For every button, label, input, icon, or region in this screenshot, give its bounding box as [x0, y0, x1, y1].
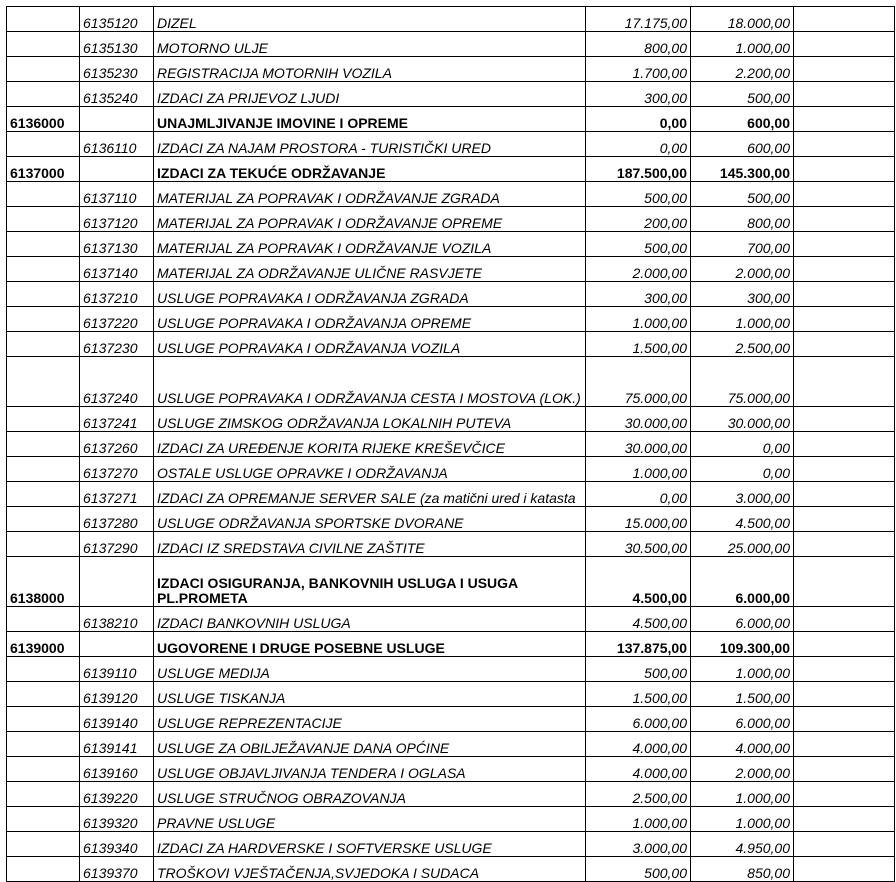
empty-cell: [794, 207, 895, 232]
account-code-cell: [80, 107, 154, 132]
description-cell: DIZEL: [154, 7, 586, 32]
group-code-cell: [7, 682, 80, 707]
group-code-cell: 6139000: [7, 632, 80, 657]
account-code-cell: 6137230: [80, 332, 154, 357]
empty-cell: [794, 432, 895, 457]
empty-cell: [794, 557, 895, 607]
table-row: [7, 357, 895, 407]
table-row: [7, 657, 895, 682]
empty-cell: [794, 282, 895, 307]
account-code-cell: 6137120: [80, 207, 154, 232]
amount-plan-cell: 1.500,00: [586, 332, 691, 357]
account-code-cell: 6137271: [80, 482, 154, 507]
amount-plan-cell: 30.500,00: [586, 532, 691, 557]
description-cell: MATERIJAL ZA POPRAVAK I ODRŽAVANJE ZGRADA: [154, 182, 586, 207]
amount-revised-cell: 18.000,00: [691, 7, 794, 32]
table-row: [7, 182, 895, 207]
account-code-cell: 6137210: [80, 282, 154, 307]
table-row: [7, 682, 895, 707]
amount-revised-cell: 0,00: [691, 432, 794, 457]
amount-revised-cell: 1.500,00: [691, 682, 794, 707]
account-code-cell: 6137280: [80, 507, 154, 532]
description-cell: MOTORNO ULJE: [154, 32, 586, 57]
group-code-cell: [7, 232, 80, 257]
empty-cell: [794, 707, 895, 732]
account-code-cell: 6135230: [80, 57, 154, 82]
empty-cell: [794, 357, 895, 407]
amount-revised-cell: 2.500,00: [691, 332, 794, 357]
amount-plan-cell: 1.500,00: [586, 682, 691, 707]
amount-revised-cell: 600,00: [691, 107, 794, 132]
amount-plan-cell: 75.000,00: [586, 357, 691, 407]
group-code-cell: [7, 757, 80, 782]
amount-revised-cell: 600,00: [691, 132, 794, 157]
account-code-cell: 6138210: [80, 607, 154, 632]
amount-revised-cell: 300,00: [691, 282, 794, 307]
amount-plan-cell: 500,00: [586, 857, 691, 882]
account-code-cell: 6137110: [80, 182, 154, 207]
group-code-cell: [7, 432, 80, 457]
amount-revised-cell: 4.000,00: [691, 732, 794, 757]
group-code-cell: 6137000: [7, 157, 80, 182]
amount-revised-cell: 75.000,00: [691, 357, 794, 407]
amount-revised-cell: 145.300,00: [691, 157, 794, 182]
amount-revised-cell: 850,00: [691, 857, 794, 882]
table-row: [7, 607, 895, 632]
amount-revised-cell: 6.000,00: [691, 607, 794, 632]
empty-cell: [794, 132, 895, 157]
description-cell: USLUGE ZA OBILJEŽAVANJE DANA OPĆINE: [154, 732, 586, 757]
account-code-cell: 6137241: [80, 407, 154, 432]
empty-cell: [794, 757, 895, 782]
amount-plan-cell: 1.000,00: [586, 807, 691, 832]
amount-plan-cell: 1.000,00: [586, 307, 691, 332]
description-cell: UNAJMLJIVANJE IMOVINE I OPREME: [154, 107, 586, 132]
description-cell: TROŠKOVI VJEŠTAČENJA,SVJEDOKA I SUDACA: [154, 857, 586, 882]
group-code-cell: [7, 657, 80, 682]
amount-revised-cell: 1.000,00: [691, 782, 794, 807]
amount-revised-cell: 3.000,00: [691, 482, 794, 507]
table-group-row: [7, 157, 895, 182]
empty-cell: [794, 182, 895, 207]
account-code-cell: 6136110: [80, 132, 154, 157]
description-cell: MATERIJAL ZA POPRAVAK I ODRŽAVANJE OPREME: [154, 207, 586, 232]
empty-cell: [794, 32, 895, 57]
description-cell: MATERIJAL ZA ODRŽAVANJE ULIČNE RASVJETE: [154, 257, 586, 282]
amount-plan-cell: 800,00: [586, 32, 691, 57]
account-code-cell: 6139320: [80, 807, 154, 832]
amount-plan-cell: 17.175,00: [586, 7, 691, 32]
amount-plan-cell: 4.500,00: [586, 607, 691, 632]
table-row: [7, 707, 895, 732]
account-code-cell: [80, 557, 154, 607]
amount-revised-cell: 2.000,00: [691, 257, 794, 282]
amount-plan-cell: 1.700,00: [586, 57, 691, 82]
group-code-cell: [7, 407, 80, 432]
empty-cell: [794, 82, 895, 107]
account-code-cell: 6137270: [80, 457, 154, 482]
description-cell: USLUGE STRUČNOG OBRAZOVANJA: [154, 782, 586, 807]
table-group-row: [7, 557, 895, 607]
table-row: [7, 132, 895, 157]
description-cell: IZDACI OSIGURANJA, BANKOVNIH USLUGA I USUGA PL.PROMETA: [154, 557, 586, 607]
group-code-cell: [7, 307, 80, 332]
table-row: [7, 807, 895, 832]
amount-revised-cell: 0,00: [691, 457, 794, 482]
empty-cell: [794, 632, 895, 657]
group-code-cell: [7, 457, 80, 482]
account-code-cell: 6139110: [80, 657, 154, 682]
account-code-cell: 6137140: [80, 257, 154, 282]
table-row: [7, 457, 895, 482]
amount-plan-cell: 500,00: [586, 232, 691, 257]
description-cell: USLUGE REPREZENTACIJE: [154, 707, 586, 732]
empty-cell: [794, 732, 895, 757]
description-cell: OSTALE USLUGE OPRAVKE I ODRŽAVANJA: [154, 457, 586, 482]
empty-cell: [794, 782, 895, 807]
table-row: [7, 257, 895, 282]
amount-plan-cell: 4.000,00: [586, 732, 691, 757]
description-cell: IZDACI BANKOVNIH USLUGA: [154, 607, 586, 632]
empty-cell: [794, 657, 895, 682]
account-code-cell: 6139160: [80, 757, 154, 782]
amount-revised-cell: 25.000,00: [691, 532, 794, 557]
amount-plan-cell: 15.000,00: [586, 507, 691, 532]
account-code-cell: 6139140: [80, 707, 154, 732]
account-code-cell: 6137130: [80, 232, 154, 257]
description-cell: IZDACI ZA PRIJEVOZ LJUDI: [154, 82, 586, 107]
table-row: [7, 282, 895, 307]
empty-cell: [794, 532, 895, 557]
account-code-cell: [80, 157, 154, 182]
account-code-cell: [80, 632, 154, 657]
account-code-cell: 6139340: [80, 832, 154, 857]
account-code-cell: 6139370: [80, 857, 154, 882]
amount-revised-cell: 1.000,00: [691, 32, 794, 57]
table-row: [7, 82, 895, 107]
amount-plan-cell: 30.000,00: [586, 407, 691, 432]
group-code-cell: [7, 782, 80, 807]
group-code-cell: [7, 182, 80, 207]
amount-revised-cell: 500,00: [691, 82, 794, 107]
amount-revised-cell: 700,00: [691, 232, 794, 257]
table-row: [7, 307, 895, 332]
description-cell: IZDACI ZA HARDVERSKE I SOFTVERSKE USLUGE: [154, 832, 586, 857]
empty-cell: [794, 332, 895, 357]
table-row: [7, 332, 895, 357]
amount-plan-cell: 0,00: [586, 132, 691, 157]
account-code-cell: 6137240: [80, 357, 154, 407]
amount-plan-cell: 4.000,00: [586, 757, 691, 782]
amount-plan-cell: 0,00: [586, 107, 691, 132]
table-row: [7, 507, 895, 532]
table-group-row: [7, 107, 895, 132]
amount-plan-cell: 137.875,00: [586, 632, 691, 657]
account-code-cell: 6135240: [80, 82, 154, 107]
table-row: [7, 432, 895, 457]
table-row: [7, 407, 895, 432]
description-cell: IZDACI ZA TEKUĆE ODRŽAVANJE: [154, 157, 586, 182]
amount-plan-cell: 2.500,00: [586, 782, 691, 807]
empty-cell: [794, 157, 895, 182]
amount-revised-cell: 800,00: [691, 207, 794, 232]
amount-plan-cell: 187.500,00: [586, 157, 691, 182]
amount-plan-cell: 300,00: [586, 282, 691, 307]
group-code-cell: [7, 732, 80, 757]
account-code-cell: 6135130: [80, 32, 154, 57]
group-code-cell: [7, 7, 80, 32]
description-cell: REGISTRACIJA MOTORNIH VOZILA: [154, 57, 586, 82]
amount-revised-cell: 2.200,00: [691, 57, 794, 82]
account-code-cell: 6139220: [80, 782, 154, 807]
group-code-cell: [7, 82, 80, 107]
description-cell: IZDACI IZ SREDSTAVA CIVILNE ZAŠTITE: [154, 532, 586, 557]
description-cell: UGOVORENE I DRUGE POSEBNE USLUGE: [154, 632, 586, 657]
description-cell: USLUGE POPRAVAKA I ODRŽAVANJA ZGRADA: [154, 282, 586, 307]
table-row: [7, 7, 895, 32]
table-row: [7, 232, 895, 257]
group-code-cell: [7, 532, 80, 557]
amount-plan-cell: 3.000,00: [586, 832, 691, 857]
group-code-cell: [7, 57, 80, 82]
budget-table: [6, 6, 895, 882]
group-code-cell: [7, 707, 80, 732]
group-code-cell: [7, 282, 80, 307]
empty-cell: [794, 257, 895, 282]
amount-revised-cell: 109.300,00: [691, 632, 794, 657]
empty-cell: [794, 307, 895, 332]
group-code-cell: [7, 332, 80, 357]
group-code-cell: [7, 807, 80, 832]
account-code-cell: 6137260: [80, 432, 154, 457]
empty-cell: [794, 607, 895, 632]
group-code-cell: [7, 357, 80, 407]
group-code-cell: 6136000: [7, 107, 80, 132]
table-row: [7, 832, 895, 857]
amount-revised-cell: 500,00: [691, 182, 794, 207]
empty-cell: [794, 107, 895, 132]
description-cell: PRAVNE USLUGE: [154, 807, 586, 832]
description-cell: USLUGE OBJAVLJIVANJA TENDERA I OGLASA: [154, 757, 586, 782]
description-cell: USLUGE TISKANJA: [154, 682, 586, 707]
table-row: [7, 757, 895, 782]
account-code-cell: 6139141: [80, 732, 154, 757]
group-code-cell: [7, 32, 80, 57]
amount-revised-cell: 6.000,00: [691, 557, 794, 607]
empty-cell: [794, 7, 895, 32]
empty-cell: [794, 57, 895, 82]
amount-revised-cell: 4.950,00: [691, 832, 794, 857]
description-cell: USLUGE POPRAVAKA I ODRŽAVANJA VOZILA: [154, 332, 586, 357]
description-cell: USLUGE MEDIJA: [154, 657, 586, 682]
table-row: [7, 207, 895, 232]
description-cell: USLUGE ZIMSKOG ODRŽAVANJA LOKALNIH PUTEVA: [154, 407, 586, 432]
empty-cell: [794, 482, 895, 507]
table-row: [7, 482, 895, 507]
account-code-cell: 6137220: [80, 307, 154, 332]
amount-plan-cell: 2.000,00: [586, 257, 691, 282]
account-code-cell: 6137290: [80, 532, 154, 557]
amount-plan-cell: 6.000,00: [586, 707, 691, 732]
table-group-row: [7, 632, 895, 657]
amount-revised-cell: 6.000,00: [691, 707, 794, 732]
amount-plan-cell: 4.500,00: [586, 557, 691, 607]
amount-plan-cell: 0,00: [586, 482, 691, 507]
group-code-cell: [7, 257, 80, 282]
group-code-cell: [7, 207, 80, 232]
table-row: [7, 57, 895, 82]
amount-plan-cell: 1.000,00: [586, 457, 691, 482]
amount-plan-cell: 500,00: [586, 182, 691, 207]
empty-cell: [794, 832, 895, 857]
description-cell: MATERIJAL ZA POPRAVAK I ODRŽAVANJE VOZILA: [154, 232, 586, 257]
description-cell: USLUGE POPRAVAKA I ODRŽAVANJA CESTA I MOSTOVA (LOK.): [154, 357, 586, 407]
group-code-cell: [7, 482, 80, 507]
group-code-cell: [7, 832, 80, 857]
amount-plan-cell: 30.000,00: [586, 432, 691, 457]
description-cell: IZDACI ZA NAJAM PROSTORA - TURISTIČKI URED: [154, 132, 586, 157]
description-cell: IZDACI ZA UREĐENJE KORITA RIJEKE KREŠEVČICE: [154, 432, 586, 457]
empty-cell: [794, 507, 895, 532]
group-code-cell: [7, 132, 80, 157]
budget-table-body: [7, 7, 895, 882]
table-row: [7, 532, 895, 557]
amount-revised-cell: 30.000,00: [691, 407, 794, 432]
amount-revised-cell: 2.000,00: [691, 757, 794, 782]
empty-cell: [794, 682, 895, 707]
group-code-cell: [7, 607, 80, 632]
amount-plan-cell: 300,00: [586, 82, 691, 107]
description-cell: IZDACI ZA OPREMANJE SERVER SALE (za matični ured i katasta: [154, 482, 586, 507]
amount-revised-cell: 4.500,00: [691, 507, 794, 532]
table-row: [7, 32, 895, 57]
description-cell: USLUGE ODRŽAVANJA SPORTSKE DVORANE: [154, 507, 586, 532]
amount-revised-cell: 1.000,00: [691, 307, 794, 332]
amount-plan-cell: 200,00: [586, 207, 691, 232]
description-cell: USLUGE POPRAVAKA I ODRŽAVANJA OPREME: [154, 307, 586, 332]
table-row: [7, 782, 895, 807]
account-code-cell: 6135120: [80, 7, 154, 32]
amount-revised-cell: 1.000,00: [691, 807, 794, 832]
empty-cell: [794, 807, 895, 832]
amount-plan-cell: 500,00: [586, 657, 691, 682]
account-code-cell: 6139120: [80, 682, 154, 707]
group-code-cell: [7, 507, 80, 532]
empty-cell: [794, 407, 895, 432]
group-code-cell: 6138000: [7, 557, 80, 607]
amount-revised-cell: 1.000,00: [691, 657, 794, 682]
empty-cell: [794, 232, 895, 257]
empty-cell: [794, 457, 895, 482]
table-row: [7, 732, 895, 757]
